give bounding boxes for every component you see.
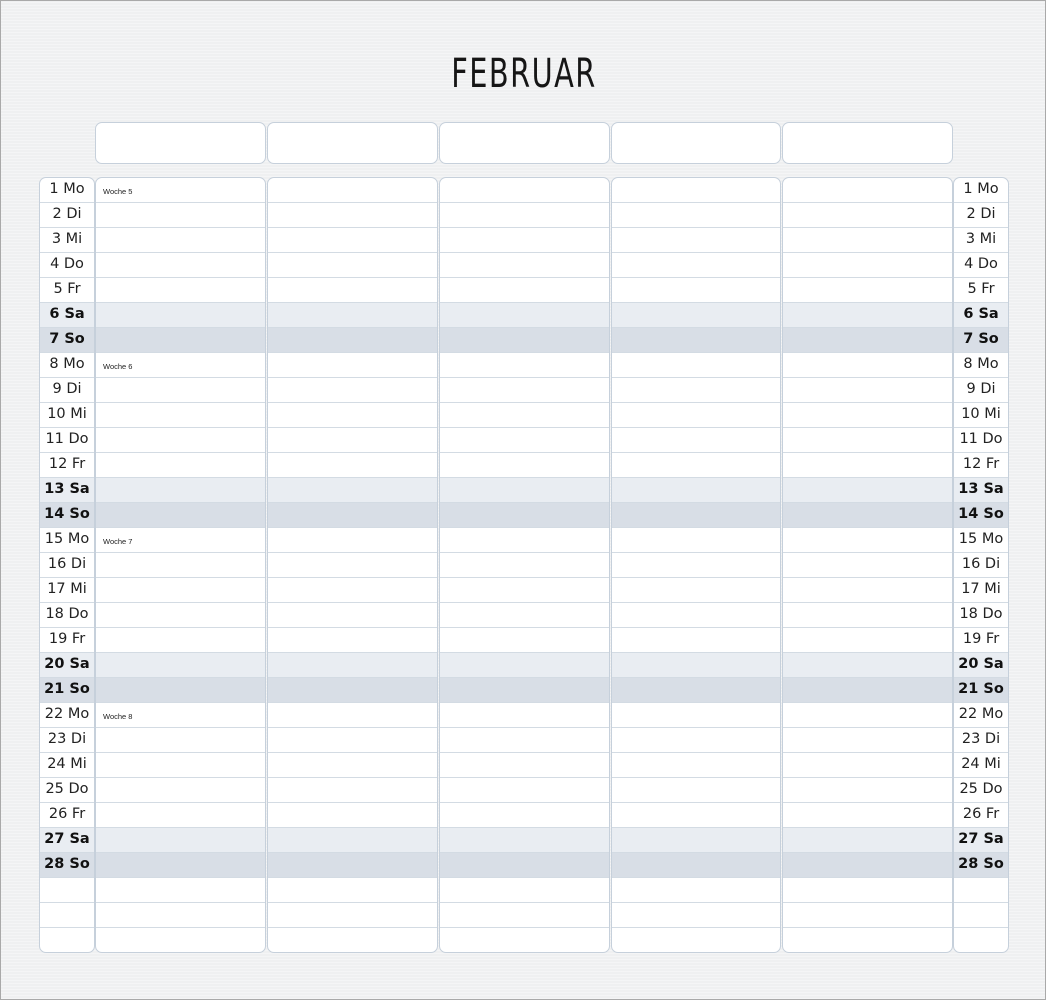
week-number-label: Woche 6 xyxy=(103,362,133,371)
day-row xyxy=(954,303,1008,328)
day-row[interactable] xyxy=(268,603,437,628)
day-row[interactable] xyxy=(268,828,437,853)
day-row[interactable] xyxy=(783,728,952,753)
day-row[interactable] xyxy=(783,853,952,878)
column-header-box[interactable] xyxy=(439,122,610,164)
day-row[interactable] xyxy=(96,678,265,703)
day-row[interactable] xyxy=(440,553,609,578)
day-label: 28 So xyxy=(44,856,90,872)
day-row[interactable] xyxy=(783,528,952,553)
day-row xyxy=(954,203,1008,228)
day-row xyxy=(954,678,1008,703)
day-label: 15 Mo xyxy=(44,531,90,547)
day-row[interactable] xyxy=(612,753,780,778)
day-row[interactable] xyxy=(440,678,609,703)
day-row[interactable] xyxy=(783,203,952,228)
day-label: 26 Fr xyxy=(962,806,1000,822)
day-row xyxy=(954,628,1008,653)
day-row[interactable] xyxy=(268,653,437,678)
day-row xyxy=(954,753,1008,778)
day-row[interactable] xyxy=(96,228,265,253)
day-label: 25 Do xyxy=(959,781,1003,797)
day-row xyxy=(40,578,94,603)
day-row xyxy=(954,178,1008,203)
day-row[interactable] xyxy=(440,703,609,728)
day-row[interactable] xyxy=(268,503,437,528)
day-row xyxy=(954,578,1008,603)
day-label: 17 Mi xyxy=(961,581,1001,597)
day-row[interactable] xyxy=(268,678,437,703)
day-label: 24 Mi xyxy=(961,756,1001,772)
column-header-box[interactable] xyxy=(267,122,438,164)
day-row xyxy=(954,503,1008,528)
day-row xyxy=(40,303,94,328)
day-row xyxy=(954,703,1008,728)
day-row xyxy=(954,228,1008,253)
day-label: 14 So xyxy=(958,506,1004,522)
day-row[interactable] xyxy=(440,528,609,553)
day-row[interactable] xyxy=(440,503,609,528)
day-row[interactable] xyxy=(96,528,265,553)
day-row[interactable] xyxy=(440,278,609,303)
day-row xyxy=(954,603,1008,628)
day-row[interactable] xyxy=(268,328,437,353)
day-row xyxy=(40,653,94,678)
day-row[interactable] xyxy=(612,403,780,428)
day-label: 6 Sa xyxy=(963,306,999,322)
day-row xyxy=(40,478,94,503)
day-row xyxy=(954,328,1008,353)
empty-row xyxy=(954,928,1008,953)
day-row xyxy=(40,753,94,778)
day-row[interactable] xyxy=(612,278,780,303)
empty-row[interactable] xyxy=(612,878,780,903)
day-label: 21 So xyxy=(44,681,90,697)
day-row[interactable] xyxy=(612,503,780,528)
day-row[interactable] xyxy=(268,403,437,428)
day-row[interactable] xyxy=(96,453,265,478)
day-label: 4 Do xyxy=(964,256,998,272)
empty-row xyxy=(40,903,94,928)
day-row[interactable] xyxy=(440,853,609,878)
day-row xyxy=(40,728,94,753)
day-row xyxy=(954,653,1008,678)
day-row xyxy=(954,778,1008,803)
day-row[interactable] xyxy=(440,428,609,453)
day-label: 5 Fr xyxy=(967,281,995,297)
empty-row[interactable] xyxy=(268,903,437,928)
day-row[interactable] xyxy=(612,803,780,828)
day-label: 24 Mi xyxy=(47,756,87,772)
day-row xyxy=(40,403,94,428)
day-row[interactable] xyxy=(612,778,780,803)
day-row[interactable] xyxy=(96,603,265,628)
week-number-label: Woche 8 xyxy=(103,712,133,721)
empty-row[interactable] xyxy=(612,903,780,928)
day-label: 3 Mi xyxy=(51,231,83,247)
empty-row[interactable] xyxy=(612,928,780,953)
day-label: 11 Do xyxy=(959,431,1003,447)
day-row xyxy=(40,378,94,403)
day-row[interactable] xyxy=(96,578,265,603)
person-column-5[interactable] xyxy=(782,177,953,953)
day-row[interactable] xyxy=(612,653,780,678)
day-row[interactable] xyxy=(268,853,437,878)
day-label: 9 Di xyxy=(966,381,996,397)
day-label: 26 Fr xyxy=(48,806,86,822)
day-row[interactable] xyxy=(268,478,437,503)
day-row[interactable] xyxy=(440,378,609,403)
day-row xyxy=(954,728,1008,753)
day-row[interactable] xyxy=(440,453,609,478)
day-label: 7 So xyxy=(963,331,999,347)
day-row[interactable] xyxy=(783,778,952,803)
day-row[interactable] xyxy=(783,603,952,628)
empty-row xyxy=(954,903,1008,928)
day-row xyxy=(40,503,94,528)
day-row[interactable] xyxy=(96,478,265,503)
day-label: 18 Do xyxy=(959,606,1003,622)
day-label: 12 Fr xyxy=(962,456,1000,472)
day-label: 25 Do xyxy=(45,781,89,797)
day-row[interactable] xyxy=(440,403,609,428)
day-row[interactable] xyxy=(440,203,609,228)
day-label: 16 Di xyxy=(961,556,1001,572)
day-row xyxy=(40,253,94,278)
day-row[interactable] xyxy=(96,703,265,728)
day-row xyxy=(40,428,94,453)
day-row[interactable] xyxy=(268,378,437,403)
day-label: 8 Mo xyxy=(49,356,85,372)
day-row[interactable] xyxy=(268,778,437,803)
day-row xyxy=(954,253,1008,278)
day-row[interactable] xyxy=(783,553,952,578)
day-label: 2 Di xyxy=(966,206,996,222)
day-label: 20 Sa xyxy=(44,656,90,672)
empty-row[interactable] xyxy=(783,878,952,903)
day-label: 28 So xyxy=(958,856,1004,872)
day-row[interactable] xyxy=(440,653,609,678)
day-row[interactable] xyxy=(96,653,265,678)
day-row[interactable] xyxy=(268,353,437,378)
day-row[interactable] xyxy=(96,828,265,853)
day-row[interactable] xyxy=(783,353,952,378)
day-label: 8 Mo xyxy=(963,356,999,372)
day-label: 7 So xyxy=(49,331,85,347)
day-row[interactable] xyxy=(783,678,952,703)
day-row[interactable] xyxy=(96,803,265,828)
day-row[interactable] xyxy=(783,453,952,478)
day-row[interactable] xyxy=(783,303,952,328)
day-row[interactable] xyxy=(440,753,609,778)
day-row[interactable] xyxy=(440,778,609,803)
day-label: 27 Sa xyxy=(958,831,1004,847)
day-row[interactable] xyxy=(612,678,780,703)
empty-row[interactable] xyxy=(783,928,952,953)
day-label: 9 Di xyxy=(52,381,82,397)
empty-row[interactable] xyxy=(96,903,265,928)
day-label: 17 Mi xyxy=(47,581,87,597)
day-row[interactable] xyxy=(268,278,437,303)
day-row[interactable] xyxy=(268,303,437,328)
day-row[interactable] xyxy=(783,478,952,503)
empty-row[interactable] xyxy=(783,903,952,928)
day-row[interactable] xyxy=(440,603,609,628)
day-label: 27 Sa xyxy=(44,831,90,847)
day-row[interactable] xyxy=(440,303,609,328)
empty-row[interactable] xyxy=(96,928,265,953)
day-row xyxy=(40,603,94,628)
day-row[interactable] xyxy=(268,528,437,553)
day-label: 16 Di xyxy=(47,556,87,572)
day-row[interactable] xyxy=(783,403,952,428)
day-row[interactable] xyxy=(96,203,265,228)
day-row xyxy=(954,353,1008,378)
month-title: FEBRUAR xyxy=(451,51,597,97)
person-column-3[interactable] xyxy=(439,177,610,953)
day-row xyxy=(40,328,94,353)
day-row xyxy=(954,278,1008,303)
day-label: 19 Fr xyxy=(962,631,1000,647)
day-row[interactable] xyxy=(783,378,952,403)
day-row[interactable] xyxy=(612,203,780,228)
day-row xyxy=(40,853,94,878)
day-row[interactable] xyxy=(440,328,609,353)
day-row[interactable] xyxy=(96,403,265,428)
day-row[interactable] xyxy=(783,828,952,853)
day-row[interactable] xyxy=(612,428,780,453)
day-row xyxy=(40,203,94,228)
day-row[interactable] xyxy=(268,228,437,253)
day-row[interactable] xyxy=(440,578,609,603)
day-label: 22 Mo xyxy=(44,706,90,722)
day-label: 10 Mi xyxy=(961,406,1001,422)
day-label: 20 Sa xyxy=(958,656,1004,672)
day-row[interactable] xyxy=(96,428,265,453)
empty-row[interactable] xyxy=(268,928,437,953)
person-column-4[interactable] xyxy=(611,177,781,953)
day-row[interactable] xyxy=(783,328,952,353)
day-row xyxy=(40,828,94,853)
day-row[interactable] xyxy=(96,328,265,353)
day-row[interactable] xyxy=(783,803,952,828)
week-number-label: Woche 7 xyxy=(103,537,133,546)
day-row[interactable] xyxy=(783,628,952,653)
day-row[interactable] xyxy=(783,703,952,728)
day-row[interactable] xyxy=(268,728,437,753)
day-row[interactable] xyxy=(783,228,952,253)
day-row[interactable] xyxy=(268,253,437,278)
day-row xyxy=(954,528,1008,553)
day-row xyxy=(40,228,94,253)
person-column-1[interactable] xyxy=(95,177,266,953)
day-row xyxy=(954,553,1008,578)
day-row[interactable] xyxy=(612,378,780,403)
day-row[interactable] xyxy=(612,253,780,278)
day-row xyxy=(954,478,1008,503)
day-row xyxy=(954,828,1008,853)
day-label: 23 Di xyxy=(961,731,1001,747)
day-row[interactable] xyxy=(783,653,952,678)
column-header-box[interactable] xyxy=(611,122,781,164)
day-row[interactable] xyxy=(783,578,952,603)
day-labels-right xyxy=(953,177,1009,953)
day-row[interactable] xyxy=(612,528,780,553)
day-row[interactable] xyxy=(268,178,437,203)
day-row[interactable] xyxy=(612,228,780,253)
day-row[interactable] xyxy=(783,178,952,203)
day-row[interactable] xyxy=(96,853,265,878)
empty-row[interactable] xyxy=(268,878,437,903)
day-row[interactable] xyxy=(96,353,265,378)
day-label: 5 Fr xyxy=(53,281,81,297)
day-label: 23 Di xyxy=(47,731,87,747)
day-row[interactable] xyxy=(96,178,265,203)
day-row[interactable] xyxy=(612,628,780,653)
day-row xyxy=(40,778,94,803)
day-row[interactable] xyxy=(440,253,609,278)
day-label: 19 Fr xyxy=(48,631,86,647)
day-row[interactable] xyxy=(96,628,265,653)
day-row[interactable] xyxy=(96,253,265,278)
day-row[interactable] xyxy=(612,728,780,753)
day-row xyxy=(40,528,94,553)
day-row[interactable] xyxy=(783,428,952,453)
day-row[interactable] xyxy=(612,553,780,578)
day-row[interactable] xyxy=(612,853,780,878)
day-row[interactable] xyxy=(440,803,609,828)
day-label: 1 Mo xyxy=(49,181,85,197)
person-column-2[interactable] xyxy=(267,177,438,953)
day-row[interactable] xyxy=(268,578,437,603)
day-label: 6 Sa xyxy=(49,306,85,322)
day-row xyxy=(40,453,94,478)
day-row[interactable] xyxy=(783,753,952,778)
day-row xyxy=(954,803,1008,828)
empty-row[interactable] xyxy=(440,878,609,903)
day-row[interactable] xyxy=(440,628,609,653)
empty-row xyxy=(954,878,1008,903)
day-row xyxy=(954,853,1008,878)
day-row[interactable] xyxy=(783,503,952,528)
empty-row[interactable] xyxy=(440,903,609,928)
day-label: 22 Mo xyxy=(958,706,1004,722)
day-row[interactable] xyxy=(96,278,265,303)
week-number-label: Woche 5 xyxy=(103,187,133,196)
day-row[interactable] xyxy=(96,378,265,403)
day-label: 13 Sa xyxy=(44,481,90,497)
day-label: 2 Di xyxy=(52,206,82,222)
empty-row xyxy=(40,928,94,953)
day-row[interactable] xyxy=(440,228,609,253)
day-row xyxy=(40,803,94,828)
day-row[interactable] xyxy=(440,828,609,853)
day-row[interactable] xyxy=(268,203,437,228)
day-row xyxy=(40,553,94,578)
day-label: 1 Mo xyxy=(963,181,999,197)
day-labels-left xyxy=(39,177,95,953)
day-row[interactable] xyxy=(268,753,437,778)
day-row[interactable] xyxy=(612,603,780,628)
day-row[interactable] xyxy=(96,728,265,753)
day-row[interactable] xyxy=(268,428,437,453)
day-row xyxy=(954,453,1008,478)
day-row[interactable] xyxy=(612,703,780,728)
day-row[interactable] xyxy=(268,453,437,478)
day-label: 12 Fr xyxy=(48,456,86,472)
day-row xyxy=(40,703,94,728)
empty-row xyxy=(40,878,94,903)
column-header-box[interactable] xyxy=(782,122,953,164)
day-row[interactable] xyxy=(440,178,609,203)
day-row[interactable] xyxy=(268,628,437,653)
day-row[interactable] xyxy=(268,803,437,828)
day-row[interactable] xyxy=(96,553,265,578)
day-row xyxy=(954,378,1008,403)
day-row[interactable] xyxy=(612,478,780,503)
day-row[interactable] xyxy=(268,553,437,578)
day-row[interactable] xyxy=(783,253,952,278)
day-row xyxy=(40,678,94,703)
day-label: 10 Mi xyxy=(47,406,87,422)
day-label: 15 Mo xyxy=(958,531,1004,547)
day-row[interactable] xyxy=(96,778,265,803)
day-row[interactable] xyxy=(440,353,609,378)
day-label: 14 So xyxy=(44,506,90,522)
day-row[interactable] xyxy=(268,703,437,728)
day-label: 18 Do xyxy=(45,606,89,622)
day-row[interactable] xyxy=(612,353,780,378)
day-row xyxy=(40,278,94,303)
day-row[interactable] xyxy=(96,303,265,328)
day-row[interactable] xyxy=(440,478,609,503)
day-label: 3 Mi xyxy=(965,231,997,247)
day-row[interactable] xyxy=(96,503,265,528)
day-row xyxy=(40,353,94,378)
day-label: 21 So xyxy=(958,681,1004,697)
day-row[interactable] xyxy=(612,328,780,353)
day-label: 4 Do xyxy=(50,256,84,272)
day-row[interactable] xyxy=(440,728,609,753)
day-row[interactable] xyxy=(612,453,780,478)
day-row xyxy=(40,628,94,653)
column-header-box[interactable] xyxy=(95,122,266,164)
day-row[interactable] xyxy=(612,178,780,203)
day-row[interactable] xyxy=(783,278,952,303)
day-row xyxy=(954,403,1008,428)
empty-row[interactable] xyxy=(440,928,609,953)
day-row xyxy=(40,178,94,203)
day-row[interactable] xyxy=(612,303,780,328)
day-row[interactable] xyxy=(612,578,780,603)
day-label: 11 Do xyxy=(45,431,89,447)
day-row[interactable] xyxy=(612,828,780,853)
empty-row[interactable] xyxy=(96,878,265,903)
day-row[interactable] xyxy=(96,753,265,778)
day-row xyxy=(954,428,1008,453)
day-label: 13 Sa xyxy=(958,481,1004,497)
